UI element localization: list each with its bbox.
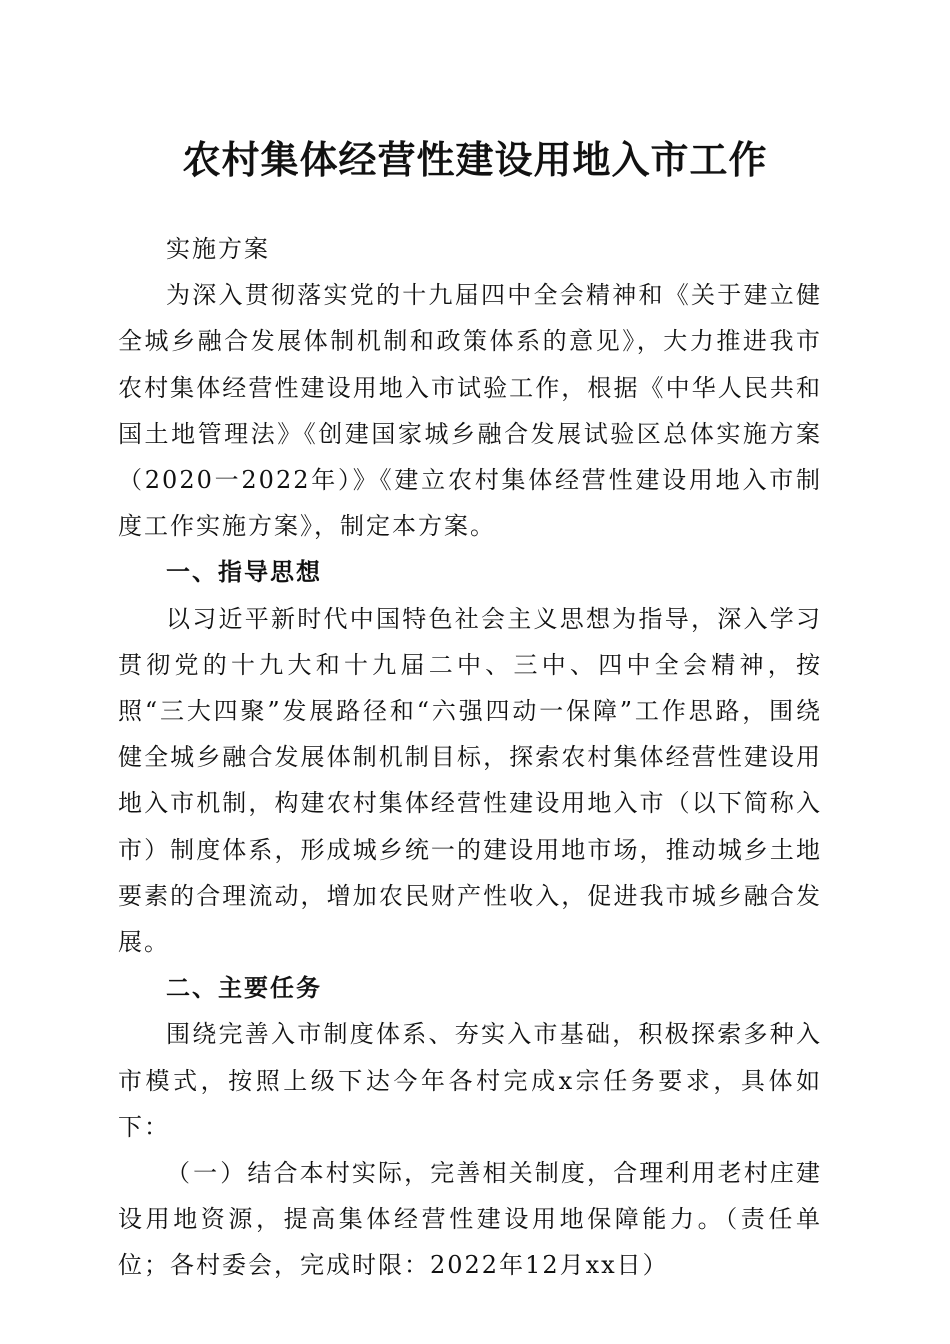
document-title: 农村集体经营性建设用地入市工作 (182, 137, 768, 182)
main-tasks-paragraph: 围绕完善入市制度体系、夯实入市基础，积极探索多种入市模式，按照上级下达今年各村完成x宗任务要求，具体如下： (118, 1020, 822, 1141)
section-heading-guiding-ideology: 一、指导思想 (166, 558, 322, 587)
task-item-1-text: 结合本村实际，完善相关制度，合理利用老村庄建设用地资源，提高集体经营性建设用地保障能力。（责任单位；各村委会，完成时限：2022年12月xx日） (118, 1159, 822, 1280)
section-heading-main-tasks: 二、主要任务 (166, 974, 322, 1003)
task-item-1-number: （一） (166, 1159, 248, 1188)
document-body (118, 226, 822, 1289)
guiding-ideology-paragraph: 以习近平新时代中国特色社会主义思想为指导，深入学习贯彻党的十九大和十九届二中、三中、四中全会精神，按照“三大四聚”发展路径和“六强四动一保障”工作思路，围绕健全城乡融合发展体制机制目标，探索农村集体经营性建设用地入市机制，构建农村集体经营性建设用地入市（以下简称入市）制度体系，形成城乡统一的建设用地市场，推动城乡土地要素的合理流动，增加农民财产性收入，促进我市城乡融合发展。 (118, 604, 822, 957)
document-subtitle: 实施方案 (166, 235, 270, 263)
intro-paragraph: 为深入贯彻落实党的十九届四中全会精神和《关于建立健全城乡融合发展体制机制和政策体系的意见》，大力推进我市农村集体经营性建设用地入市试验工作，根据《中华人民共和国土地管理法》《创建国家城乡融合发展试验区总体实施方案（2020一2022年）》《建立农村集体经营性建设用地入市制度工作实施方案》，制定本方案。 (118, 281, 822, 541)
task-item-1 (118, 1150, 822, 1289)
